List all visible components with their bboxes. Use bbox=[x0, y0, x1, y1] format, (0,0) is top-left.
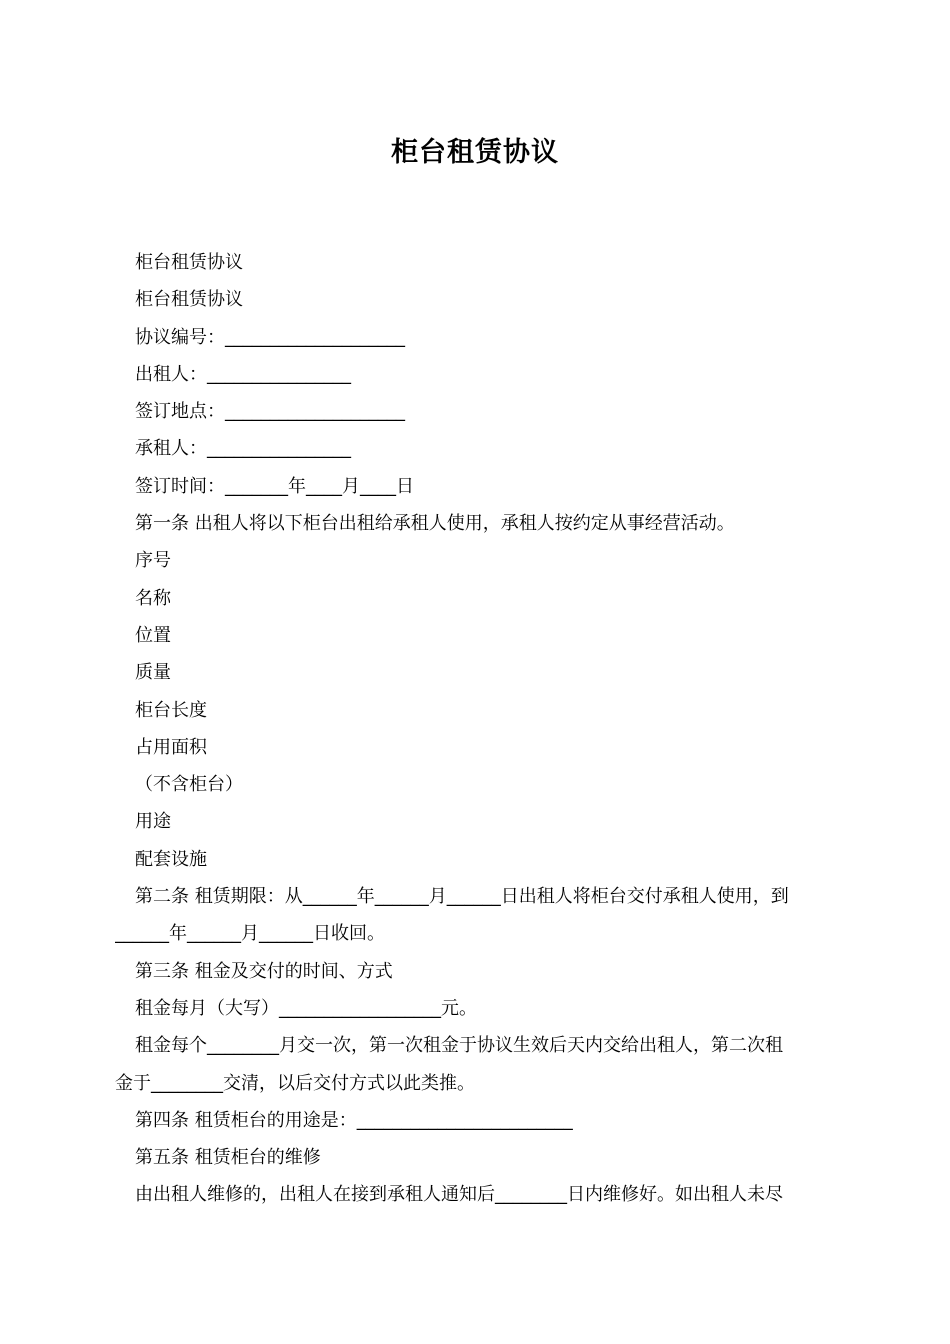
document-body bbox=[115, 244, 837, 1214]
signing-date-line: 签订时间：_______年____月____日 bbox=[135, 475, 414, 497]
field-location: 位置 bbox=[135, 624, 171, 646]
field-facilities: 配套设施 bbox=[135, 848, 207, 870]
field-counter-length: 柜台长度 bbox=[135, 699, 207, 721]
article-2: 第二条 租赁期限：从______年______月______日出租人将柜台交付承租人使用，到 bbox=[135, 886, 789, 908]
article-3-payment-continued: 金于________交清，以后交付方式以此类推。 bbox=[115, 1072, 475, 1094]
document-title: 柜台租赁协议 bbox=[391, 137, 559, 168]
article-5: 第五条 租赁柜台的维修 bbox=[135, 1147, 321, 1169]
field-quality: 质量 bbox=[135, 662, 171, 684]
article-3: 第三条 租金及交付的时间、方式 bbox=[135, 960, 393, 982]
agreement-number-line: 协议编号：____________________ bbox=[135, 326, 405, 348]
field-usage: 用途 bbox=[135, 811, 171, 833]
field-occupied-area: 占用面积 bbox=[135, 736, 207, 758]
article-2-continued: ______年______月______日收回。 bbox=[115, 923, 385, 945]
article-5-repair-terms: 由出租人维修的，出租人在接到承租人通知后________日内维修好。如出租人未尽 bbox=[135, 1184, 783, 1206]
lessor-line: 出租人：________________ bbox=[135, 363, 351, 385]
article-1: 第一条 出租人将以下柜台出租给承租人使用，承租人按约定从事经营活动。 bbox=[135, 513, 735, 535]
field-serial-number: 序号 bbox=[135, 550, 171, 572]
signing-place-line: 签订地点：____________________ bbox=[135, 401, 405, 423]
field-area-note: （不含柜台） bbox=[135, 774, 243, 796]
lessee-line: 承租人：________________ bbox=[135, 438, 351, 460]
article-4: 第四条 租赁柜台的用途是：________________________ bbox=[135, 1109, 573, 1131]
body-line-heading-2: 柜台租赁协议 bbox=[135, 289, 243, 311]
body-line-heading-1: 柜台租赁协议 bbox=[135, 252, 243, 273]
field-name: 名称 bbox=[135, 587, 171, 609]
article-3-payment-schedule: 租金每个________月交一次，第一次租金于协议生效后天内交给出租人，第二次租 bbox=[135, 1035, 783, 1057]
article-3-monthly-rent: 租金每月（大写）__________________元。 bbox=[135, 997, 477, 1019]
